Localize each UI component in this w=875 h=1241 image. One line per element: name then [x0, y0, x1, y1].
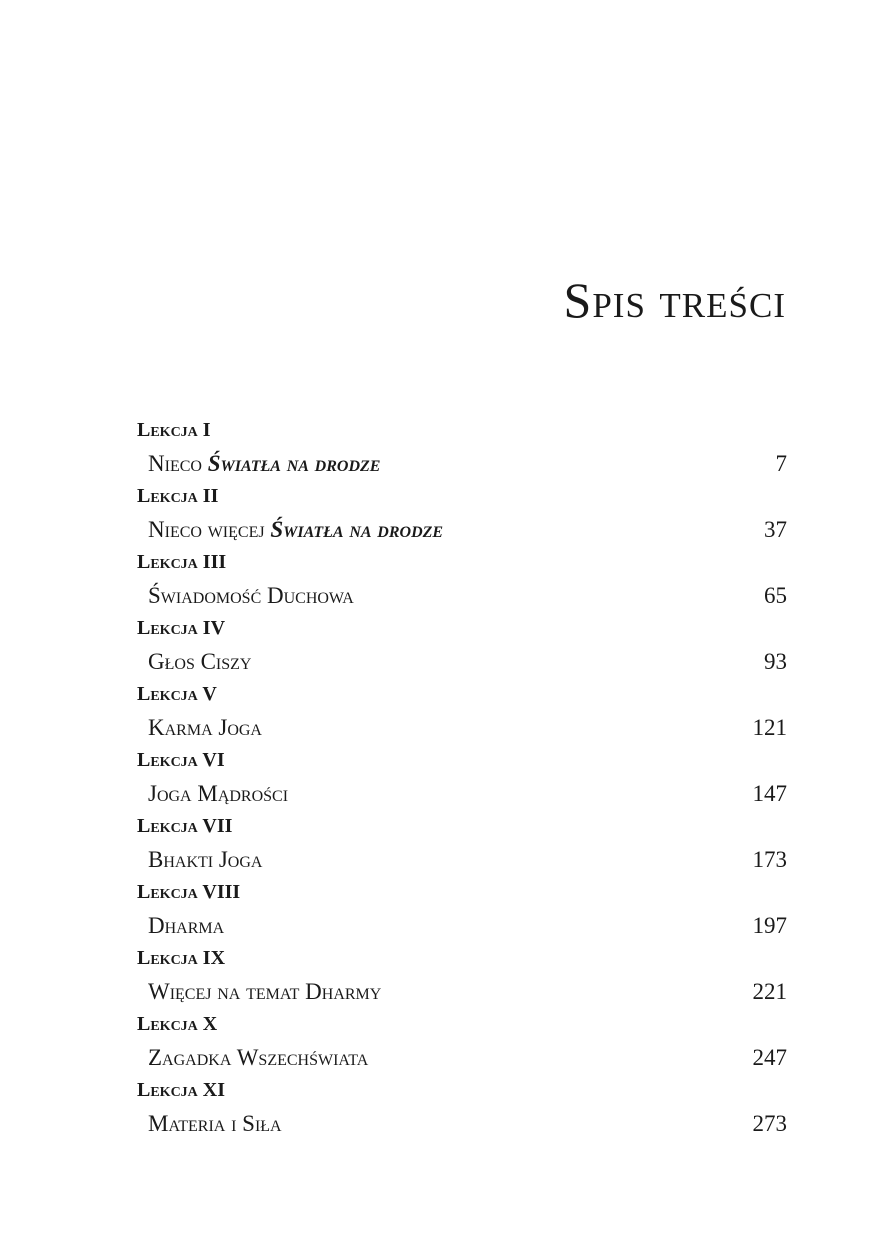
toc-row[interactable] — [137, 447, 787, 480]
toc-row[interactable] — [137, 1041, 787, 1074]
toc-entry — [137, 1074, 787, 1140]
lesson-heading: Lekcja II — [137, 485, 219, 507]
lesson-heading: Lekcja IX — [137, 947, 226, 969]
toc-row[interactable] — [137, 579, 787, 612]
page-title: Spis treści — [563, 272, 786, 328]
chapter-title: Karma Joga — [148, 715, 262, 740]
toc-row[interactable] — [137, 975, 787, 1008]
toc-entry — [137, 480, 787, 546]
toc-entry — [137, 678, 787, 744]
toc-row[interactable] — [137, 777, 787, 810]
page-number: 173 — [752, 847, 787, 872]
chapter-title: Nieco więcej Światła na drodze — [148, 517, 444, 542]
chapter-title: Bhakti Joga — [148, 847, 263, 872]
chapter-title-emphasis: Światła na drodze — [270, 517, 444, 542]
page-number: 37 — [764, 517, 787, 542]
chapter-title: Zagadka Wszechświata — [148, 1045, 369, 1070]
toc-row[interactable] — [137, 909, 787, 942]
lesson-heading: Lekcja VI — [137, 749, 225, 771]
toc-entry — [137, 546, 787, 612]
toc-row[interactable] — [137, 711, 787, 744]
chapter-title: Świadomość Duchowa — [148, 583, 354, 608]
lesson-heading: Lekcja I — [137, 419, 211, 441]
lesson-heading: Lekcja IV — [137, 617, 226, 639]
page-number: 147 — [752, 781, 787, 806]
chapter-title-emphasis: Światła na drodze — [207, 451, 381, 476]
lesson-heading: Lekcja X — [137, 1013, 218, 1035]
page-number: 65 — [764, 583, 787, 608]
page-number: 273 — [752, 1111, 787, 1136]
page-number: 221 — [752, 979, 787, 1004]
toc-entry — [137, 810, 787, 876]
toc-entry — [137, 942, 787, 1008]
lesson-heading: Lekcja III — [137, 551, 227, 573]
page-number: 93 — [764, 649, 787, 674]
chapter-title: Joga Mądrości — [148, 781, 289, 806]
chapter-title: Nieco Światła na drodze — [148, 451, 381, 476]
page-number: 7 — [775, 451, 787, 476]
chapter-title: Głos Ciszy — [148, 649, 252, 674]
toc-row[interactable] — [137, 645, 787, 678]
chapter-title: Więcej na temat Dharmy — [148, 979, 382, 1004]
lesson-heading: Lekcja VII — [137, 815, 233, 837]
toc-row[interactable] — [137, 513, 787, 546]
page-number: 247 — [752, 1045, 787, 1070]
toc-entry — [137, 612, 787, 678]
chapter-title: Dharma — [148, 913, 225, 938]
page-number: 121 — [752, 715, 787, 740]
table-of-contents — [137, 414, 787, 1140]
toc-row[interactable] — [137, 843, 787, 876]
toc-entry — [137, 1008, 787, 1074]
toc-entry — [137, 876, 787, 942]
lesson-heading: Lekcja V — [137, 683, 217, 705]
lesson-heading: Lekcja XI — [137, 1079, 226, 1101]
lesson-heading: Lekcja VIII — [137, 881, 241, 903]
toc-entry — [137, 414, 787, 480]
page-number: 197 — [752, 913, 787, 938]
chapter-title: Materia i Siła — [148, 1111, 282, 1136]
toc-row[interactable] — [137, 1107, 787, 1140]
toc-entry — [137, 744, 787, 810]
